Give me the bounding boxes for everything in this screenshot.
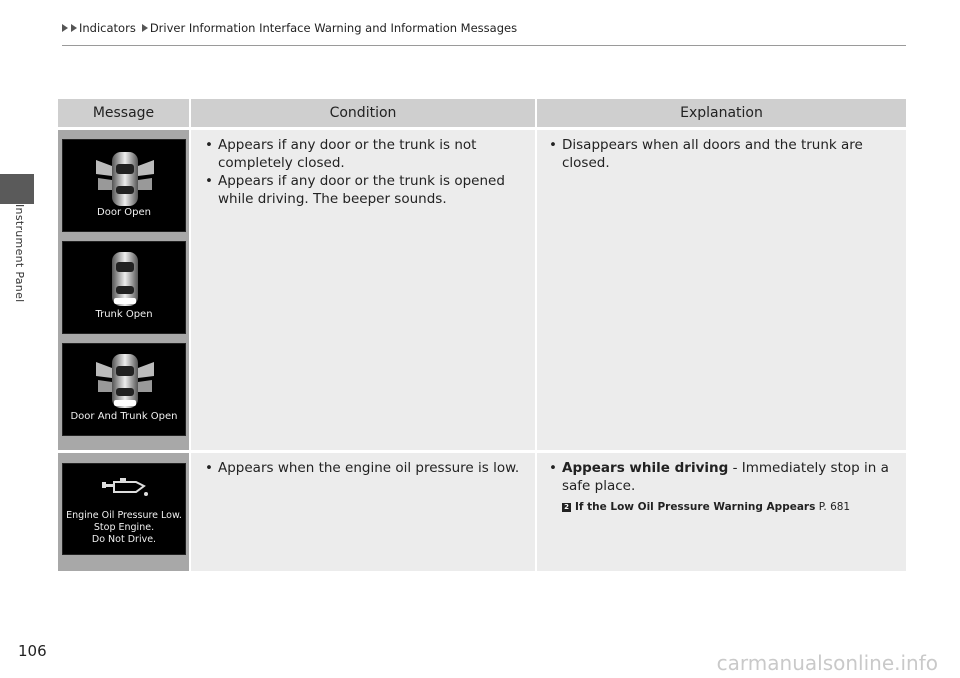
screen-caption: Door Open xyxy=(97,207,151,218)
table-row xyxy=(58,130,906,450)
reference-title: If the Low Oil Pressure Warning Appears xyxy=(575,501,816,513)
trunk-open-screen xyxy=(62,241,186,334)
explanation-item: • Disappears when all doors and the trunk are closed. xyxy=(549,136,898,172)
header-divider xyxy=(62,45,906,46)
breadcrumb-arrow-icon xyxy=(71,24,77,32)
door-open-screen xyxy=(62,139,186,232)
table-row xyxy=(58,453,906,571)
column-header-explanation: Explanation xyxy=(537,99,906,127)
explanation-cell xyxy=(537,453,906,571)
explanation-cell xyxy=(537,130,906,450)
explanation-bold: Appears while driving xyxy=(562,460,729,476)
message-images xyxy=(58,453,191,571)
column-header-message: Message xyxy=(58,99,191,127)
trunk-open-car-icon xyxy=(105,248,145,310)
message-table xyxy=(58,96,906,574)
reference-icon: 2 xyxy=(562,503,571,512)
message-images xyxy=(58,130,191,450)
column-header-condition: Condition xyxy=(191,99,537,127)
cross-reference[interactable] xyxy=(562,498,898,516)
section-label: Instrument Panel xyxy=(13,204,26,303)
oil-can-icon xyxy=(100,476,150,498)
explanation-text: - Immediately stop in a safe place. xyxy=(562,460,889,494)
breadcrumb-item-indicators[interactable]: Indicators xyxy=(79,21,136,35)
reference-page: P. 681 xyxy=(815,501,851,513)
explanation-item xyxy=(549,459,898,516)
door-and-trunk-open-screen xyxy=(62,343,186,436)
screen-caption: Door And Trunk Open xyxy=(70,411,178,422)
oil-pressure-screen xyxy=(62,463,186,555)
condition-cell xyxy=(191,453,537,571)
section-tab xyxy=(0,174,34,204)
condition-cell xyxy=(191,130,537,450)
condition-item: • Appears when the engine oil pressure is low. xyxy=(205,459,527,477)
screen-caption: Engine Oil Pressure Low. Stop Engine. Do Not Drive. xyxy=(66,510,182,545)
breadcrumb xyxy=(62,21,517,35)
page-number: 106 xyxy=(18,642,47,660)
watermark: carmanualsonline.info xyxy=(716,651,938,675)
condition-item: • Appears if any door or the trunk is opened while driving. The beeper sounds. xyxy=(205,172,527,208)
screen-caption: Trunk Open xyxy=(95,309,153,320)
breadcrumb-arrow-icon xyxy=(62,24,68,32)
breadcrumb-arrow-icon xyxy=(142,24,148,32)
condition-item: • Appears if any door or the trunk is not completely closed. xyxy=(205,136,527,172)
door-and-trunk-open-car-icon xyxy=(90,350,160,412)
breadcrumb-item-messages[interactable]: Driver Information Interface Warning and Information Messages xyxy=(149,21,518,35)
door-open-car-icon xyxy=(90,148,160,210)
